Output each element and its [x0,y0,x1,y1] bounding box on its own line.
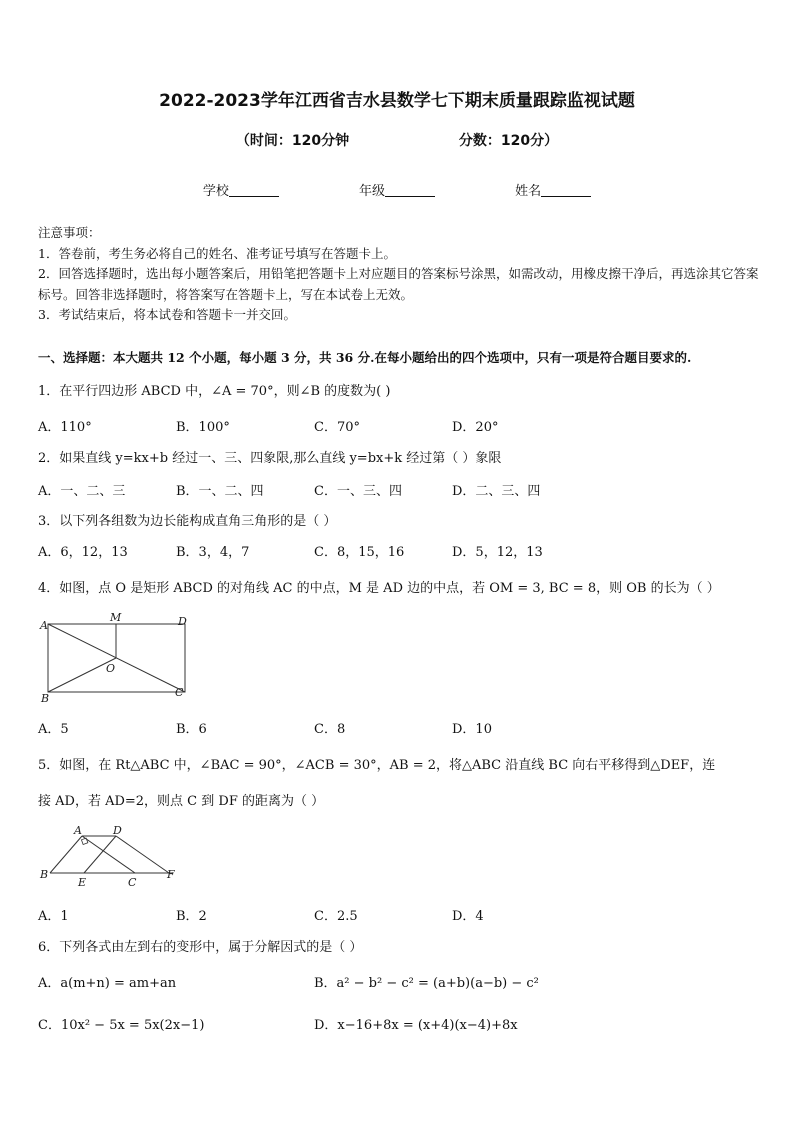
option-d[interactable]: D．10 [452,722,492,737]
option-b[interactable]: B．3，4，7 [176,545,250,560]
label-c: C [128,876,137,889]
question-6-stem: 6．下列各式由左到右的变形中，属于分解因式的是（ ） [38,940,363,955]
label-b: B [41,692,50,705]
label-c: C [175,686,184,699]
option-a[interactable]: A．a(m+n) = am+an [38,976,177,991]
label-m: M [110,611,122,624]
notice-item: 2．回答选择题时，选出每小题答案后，用铅笔把答题卡上对应题目的答案标号涂黑，如需改动，用橡皮擦干净后，再选涂其它答案标号。回答非选择题时，将答案写在答题卡上，写在本试卷上无效。 [38,266,759,302]
notice-block [38,223,760,326]
question-5-stem-line2: 接 AD，若 AD=2，则点 C 到 DF 的距离为（ ） [38,794,325,809]
name-field[interactable]: 姓名 [515,180,591,199]
time-label: （时间：120分钟 [235,133,350,149]
option-a[interactable]: A．一、二、三 [38,484,126,499]
option-a[interactable]: A．1 [38,909,69,924]
segment-df [116,836,169,873]
option-d[interactable]: D．x−16+8x = (x+4)(x−4)+8x [314,1018,518,1033]
option-d[interactable]: D．二、三、四 [452,484,541,499]
question-5-stem-line1: 5．如图，在 Rt△ABC 中，∠BAC = 90°，∠ACB = 30°，AB = 2，将△ABC 沿直线 BC 向右平移得到△DEF，连 [38,758,716,773]
notice-item: 1．答卷前，考生务必将自己的姓名、准考证号填写在答题卡上。 [38,245,396,261]
label-a: A [74,824,82,837]
segment-de [84,836,116,873]
question-4-stem: 4．如图，点 O 是矩形 ABCD 的对角线 AC 的中点，M 是 AD 边的中点，若 OM = 3, BC = 8，则 OB 的长为（ ） [38,581,720,596]
notice-title: 注意事项： [38,225,101,240]
option-b[interactable]: B．6 [176,722,207,737]
segment-ab [50,836,82,873]
option-d[interactable]: D．4 [452,909,484,924]
option-c[interactable]: C．一、三、四 [314,484,402,499]
page-title: 2022-2023学年江西省吉水县数学七下期末质量跟踪监视试题 [159,91,635,111]
option-a[interactable]: A．6，12，13 [38,545,128,560]
option-b[interactable]: B．100° [176,420,230,435]
option-c[interactable]: C．2.5 [314,909,358,924]
option-c[interactable]: C．70° [314,420,360,435]
question-1-stem: 1．在平行四边形 ABCD 中，∠A = 70°，则∠B 的度数为( ) [38,384,391,399]
option-c[interactable]: C．8，15，16 [314,545,405,560]
section-heading: 一、选择题：本大题共 12 个小题，每小题 3 分，共 36 分.在每小题给出的四个选项中，只有一项是符合题目要求的. [38,350,692,365]
translation-figure [38,822,188,890]
label-a: A [40,619,48,632]
label-d: D [178,615,187,628]
option-d[interactable]: D．20° [452,420,499,435]
grade-field[interactable]: 年级 [359,180,435,199]
option-d[interactable]: D．5，12，13 [452,545,543,560]
label-e: E [78,876,87,889]
option-c[interactable]: C．8 [314,722,346,737]
right-angle-mark [81,838,87,844]
option-a[interactable]: A．110° [38,420,92,435]
segment-ac [82,836,135,873]
rectangle-figure [38,610,198,705]
label-f: F [167,868,175,881]
option-b[interactable]: B．2 [176,909,207,924]
school-field[interactable]: 学校 [203,180,279,199]
student-info [0,180,794,199]
option-c[interactable]: C．10x² − 5x = 5x(2x−1) [38,1018,205,1033]
option-b[interactable]: B．一、二、四 [176,484,264,499]
exam-meta [0,130,794,150]
option-b[interactable]: B．a² − b² − c² = (a+b)(a−b) − c² [314,976,539,991]
question-2-stem: 2．如果直线 y=kx+b 经过一、三、四象限,那么直线 y=bx+k 经过第（ ）象限 [38,451,502,466]
label-b: B [40,868,49,881]
notice-item: 3．考试结束后，将本试卷和答题卡一并交回。 [38,307,296,322]
label-o: O [106,662,116,675]
question-3-stem: 3．以下列各组数为边长能构成直角三角形的是（ ） [38,514,337,529]
score-label: 分数：120分） [458,133,559,149]
label-d: D [113,824,122,837]
option-a[interactable]: A．5 [38,722,69,737]
